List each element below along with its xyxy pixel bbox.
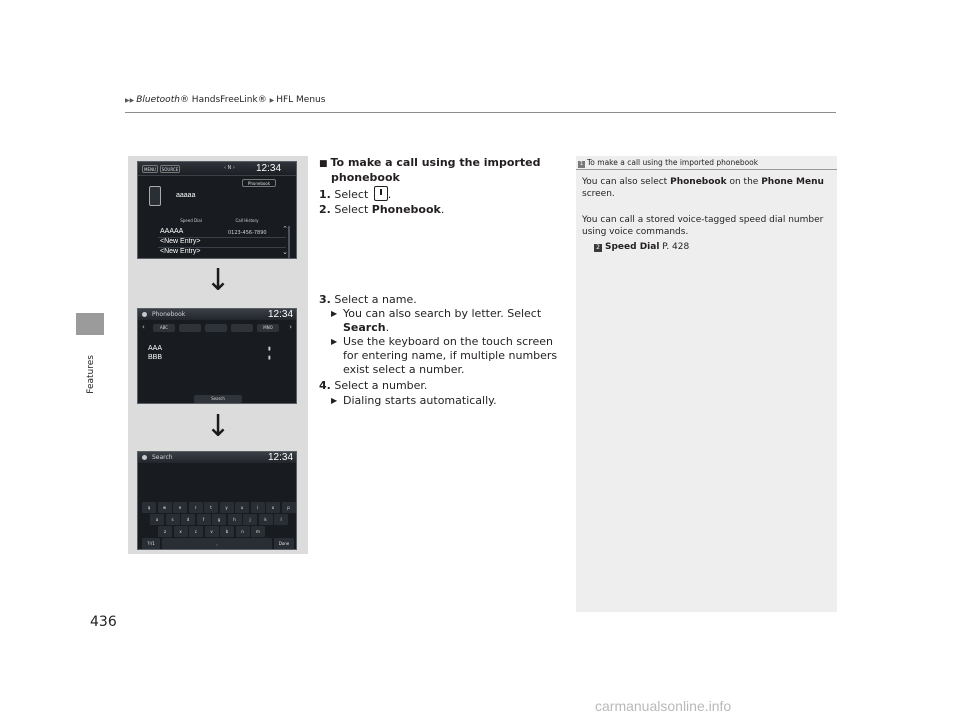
step-text: Select: [334, 203, 369, 216]
main-content: [319, 156, 559, 185]
key-c[interactable]: c: [189, 526, 203, 537]
key-s[interactable]: s: [166, 514, 180, 525]
link-bold: Speed Dial: [605, 242, 660, 252]
letter-tab[interactable]: [231, 324, 253, 332]
key-f[interactable]: f: [197, 514, 211, 525]
key-t[interactable]: t: [204, 502, 218, 513]
speed-dial-link[interactable]: [594, 241, 689, 253]
prev-icon[interactable]: ‹: [142, 323, 145, 331]
key-done[interactable]: Done: [274, 538, 294, 549]
clock: 12:34: [256, 163, 282, 174]
key-k[interactable]: k: [259, 514, 273, 525]
keyboard-row: [138, 514, 296, 526]
menu-button[interactable]: MENU: [142, 165, 158, 173]
heading-square-icon: ■: [319, 159, 328, 169]
key-n[interactable]: n: [236, 526, 250, 537]
list-item[interactable]: <New Entry>: [160, 248, 201, 255]
page-number: 436: [90, 614, 117, 630]
breadcrumb-hfl-menus: HFL Menus: [276, 95, 326, 105]
scrollbar[interactable]: [288, 226, 290, 258]
clock: 12:34: [268, 452, 294, 463]
bullet-1: ▶ You can also search by letter. Select Search.: [331, 307, 542, 334]
key-v[interactable]: v: [205, 526, 219, 537]
heading-line2: phonebook: [331, 171, 400, 184]
title-bar: [138, 309, 296, 320]
key-i[interactable]: i: [251, 502, 265, 513]
keyboard-row: [138, 502, 296, 514]
key-b[interactable]: b: [220, 526, 234, 537]
step-text: Select: [334, 188, 369, 201]
letter-tabs: [151, 324, 285, 332]
key-j[interactable]: j: [243, 514, 257, 525]
note-text: on the: [729, 177, 759, 187]
source-button[interactable]: SOURCE: [161, 167, 179, 172]
step-text: Select a name.: [334, 293, 417, 306]
tab-speed-dial[interactable]: Speed Dial: [180, 218, 202, 223]
keyboard-row: [138, 526, 296, 538]
tab-call-history[interactable]: Call History: [235, 218, 259, 223]
next-icon[interactable]: ›: [289, 323, 292, 331]
step-number: 1.: [319, 188, 331, 201]
chapter-tab: [76, 313, 104, 335]
note-text: screen.: [582, 189, 615, 199]
title-bar: [138, 452, 296, 463]
screen-title: Search: [152, 454, 173, 461]
bullet-arrow-icon: ▶: [331, 337, 338, 346]
list-item-number: 0123-456-7890: [228, 230, 267, 236]
bullet-bold: Search: [343, 321, 386, 334]
key-u[interactable]: u: [235, 502, 249, 513]
step-number: 4.: [319, 379, 331, 392]
phonebook-screen: [137, 308, 297, 404]
list-item[interactable]: AAAAA: [160, 228, 184, 235]
key-r[interactable]: r: [189, 502, 203, 513]
letter-tab-mno[interactable]: MNO: [257, 324, 279, 332]
link-page: P. 428: [662, 242, 690, 252]
step-3: [319, 293, 417, 307]
step-text: Select a number.: [334, 379, 428, 392]
letter-tab[interactable]: [179, 324, 201, 332]
search-screen: [137, 451, 297, 550]
step-4: [319, 379, 427, 393]
letter-tab[interactable]: [205, 324, 227, 332]
phone-icon: [149, 186, 161, 206]
list-item[interactable]: BBB: [148, 354, 163, 361]
key-p[interactable]: p: [282, 502, 296, 513]
bullet-text: You can also search by letter. Select: [343, 307, 542, 320]
step-bold: Phonebook: [371, 203, 441, 216]
key-w[interactable]: w: [158, 502, 172, 513]
bullet-2: [331, 335, 561, 377]
note-bold: Phonebook: [670, 177, 727, 187]
home-icon[interactable]: [142, 312, 147, 317]
key-o[interactable]: o: [266, 502, 280, 513]
step-2: 2. Select Phonebook.: [319, 203, 445, 216]
scroll-down-icon[interactable]: ⌄: [282, 248, 288, 256]
bullet-arrow-icon: ▶: [331, 396, 338, 405]
bullet-text: Dialing starts automatically.: [343, 394, 497, 407]
heading-line1: To make a call using the imported: [330, 156, 541, 169]
breadcrumb-bluetooth: Bluetooth: [136, 95, 180, 105]
phone-button-icon: [374, 186, 388, 201]
key-y[interactable]: y: [220, 502, 234, 513]
breadcrumb: [125, 95, 325, 105]
key-h[interactable]: h: [228, 514, 242, 525]
link-arrow-icon: 2: [594, 244, 602, 252]
key-m[interactable]: m: [251, 526, 265, 537]
note-title-text: To make a call using the imported phonebook: [587, 158, 759, 167]
chapter-label-text: Features: [86, 355, 96, 394]
key-q[interactable]: q: [142, 502, 156, 513]
step-number: 2.: [319, 203, 331, 216]
bullet-arrow-icon: ▶: [331, 309, 338, 318]
key-space[interactable]: ,: [162, 538, 272, 549]
key-symbols[interactable]: ?!/1: [142, 538, 160, 549]
note-bold: Phone Menu: [761, 177, 824, 187]
chapter-label: [86, 355, 100, 415]
caller-name: aaaaa: [176, 192, 196, 199]
watermark: carmanualsonline.info: [595, 698, 732, 714]
breadcrumb-reg: ®: [179, 95, 189, 105]
keyboard-function-row: [138, 538, 296, 550]
note-icon: 1: [579, 161, 584, 167]
phone-type-icon: ▮: [268, 346, 271, 352]
breadcrumb-arrow-icon: ▶: [269, 97, 275, 104]
bullet-3: [331, 394, 561, 408]
list-item[interactable]: AAA: [148, 345, 163, 352]
down-arrow-icon: ↓: [205, 409, 231, 444]
letter-tab-abc[interactable]: ABC: [153, 324, 175, 332]
down-arrow-icon: ↓: [205, 263, 231, 298]
key-e[interactable]: e: [173, 502, 187, 513]
screenshots-column: [128, 156, 308, 554]
top-bar: [138, 162, 296, 176]
section-heading: [319, 156, 559, 185]
breadcrumb-handsfreelink: HandsFreeLink®: [188, 95, 267, 105]
status-icons: ‹ N ›: [224, 165, 235, 171]
phone-type-icon: ▮: [268, 355, 271, 361]
note-text: You can also select: [582, 177, 668, 187]
key-g[interactable]: g: [212, 514, 226, 525]
phone-menu-screen: [137, 161, 297, 259]
scroll-up-icon[interactable]: ⌃: [282, 225, 288, 233]
step-1: 1. Select .: [319, 188, 392, 201]
phonebook-button[interactable]: Phonebook: [242, 179, 276, 187]
bullet-text: Use the keyboard on the touch screen for entering name, if multiple numbers exist select a number.: [343, 335, 558, 376]
key-z[interactable]: z: [158, 526, 172, 537]
key-d[interactable]: d: [181, 514, 195, 525]
breadcrumb-arrow-icon: ▶▶: [125, 97, 135, 104]
home-icon[interactable]: [142, 455, 147, 460]
header-rule: [125, 112, 836, 113]
key-l[interactable]: l: [274, 514, 288, 525]
step-number: 3.: [319, 293, 331, 306]
search-button[interactable]: Search: [194, 395, 242, 403]
clock: 12:34: [268, 309, 294, 320]
list-item[interactable]: <New Entry>: [160, 238, 201, 245]
note-title: [576, 156, 837, 170]
note-paragraph-2: You can call a stored voice-tagged speed dial number using voice commands.: [582, 215, 824, 237]
screen-title: Phonebook: [152, 311, 186, 318]
note-paragraph-1: [582, 176, 832, 200]
key-x[interactable]: x: [174, 526, 188, 537]
note-box: [576, 156, 837, 612]
key-a[interactable]: a: [150, 514, 164, 525]
